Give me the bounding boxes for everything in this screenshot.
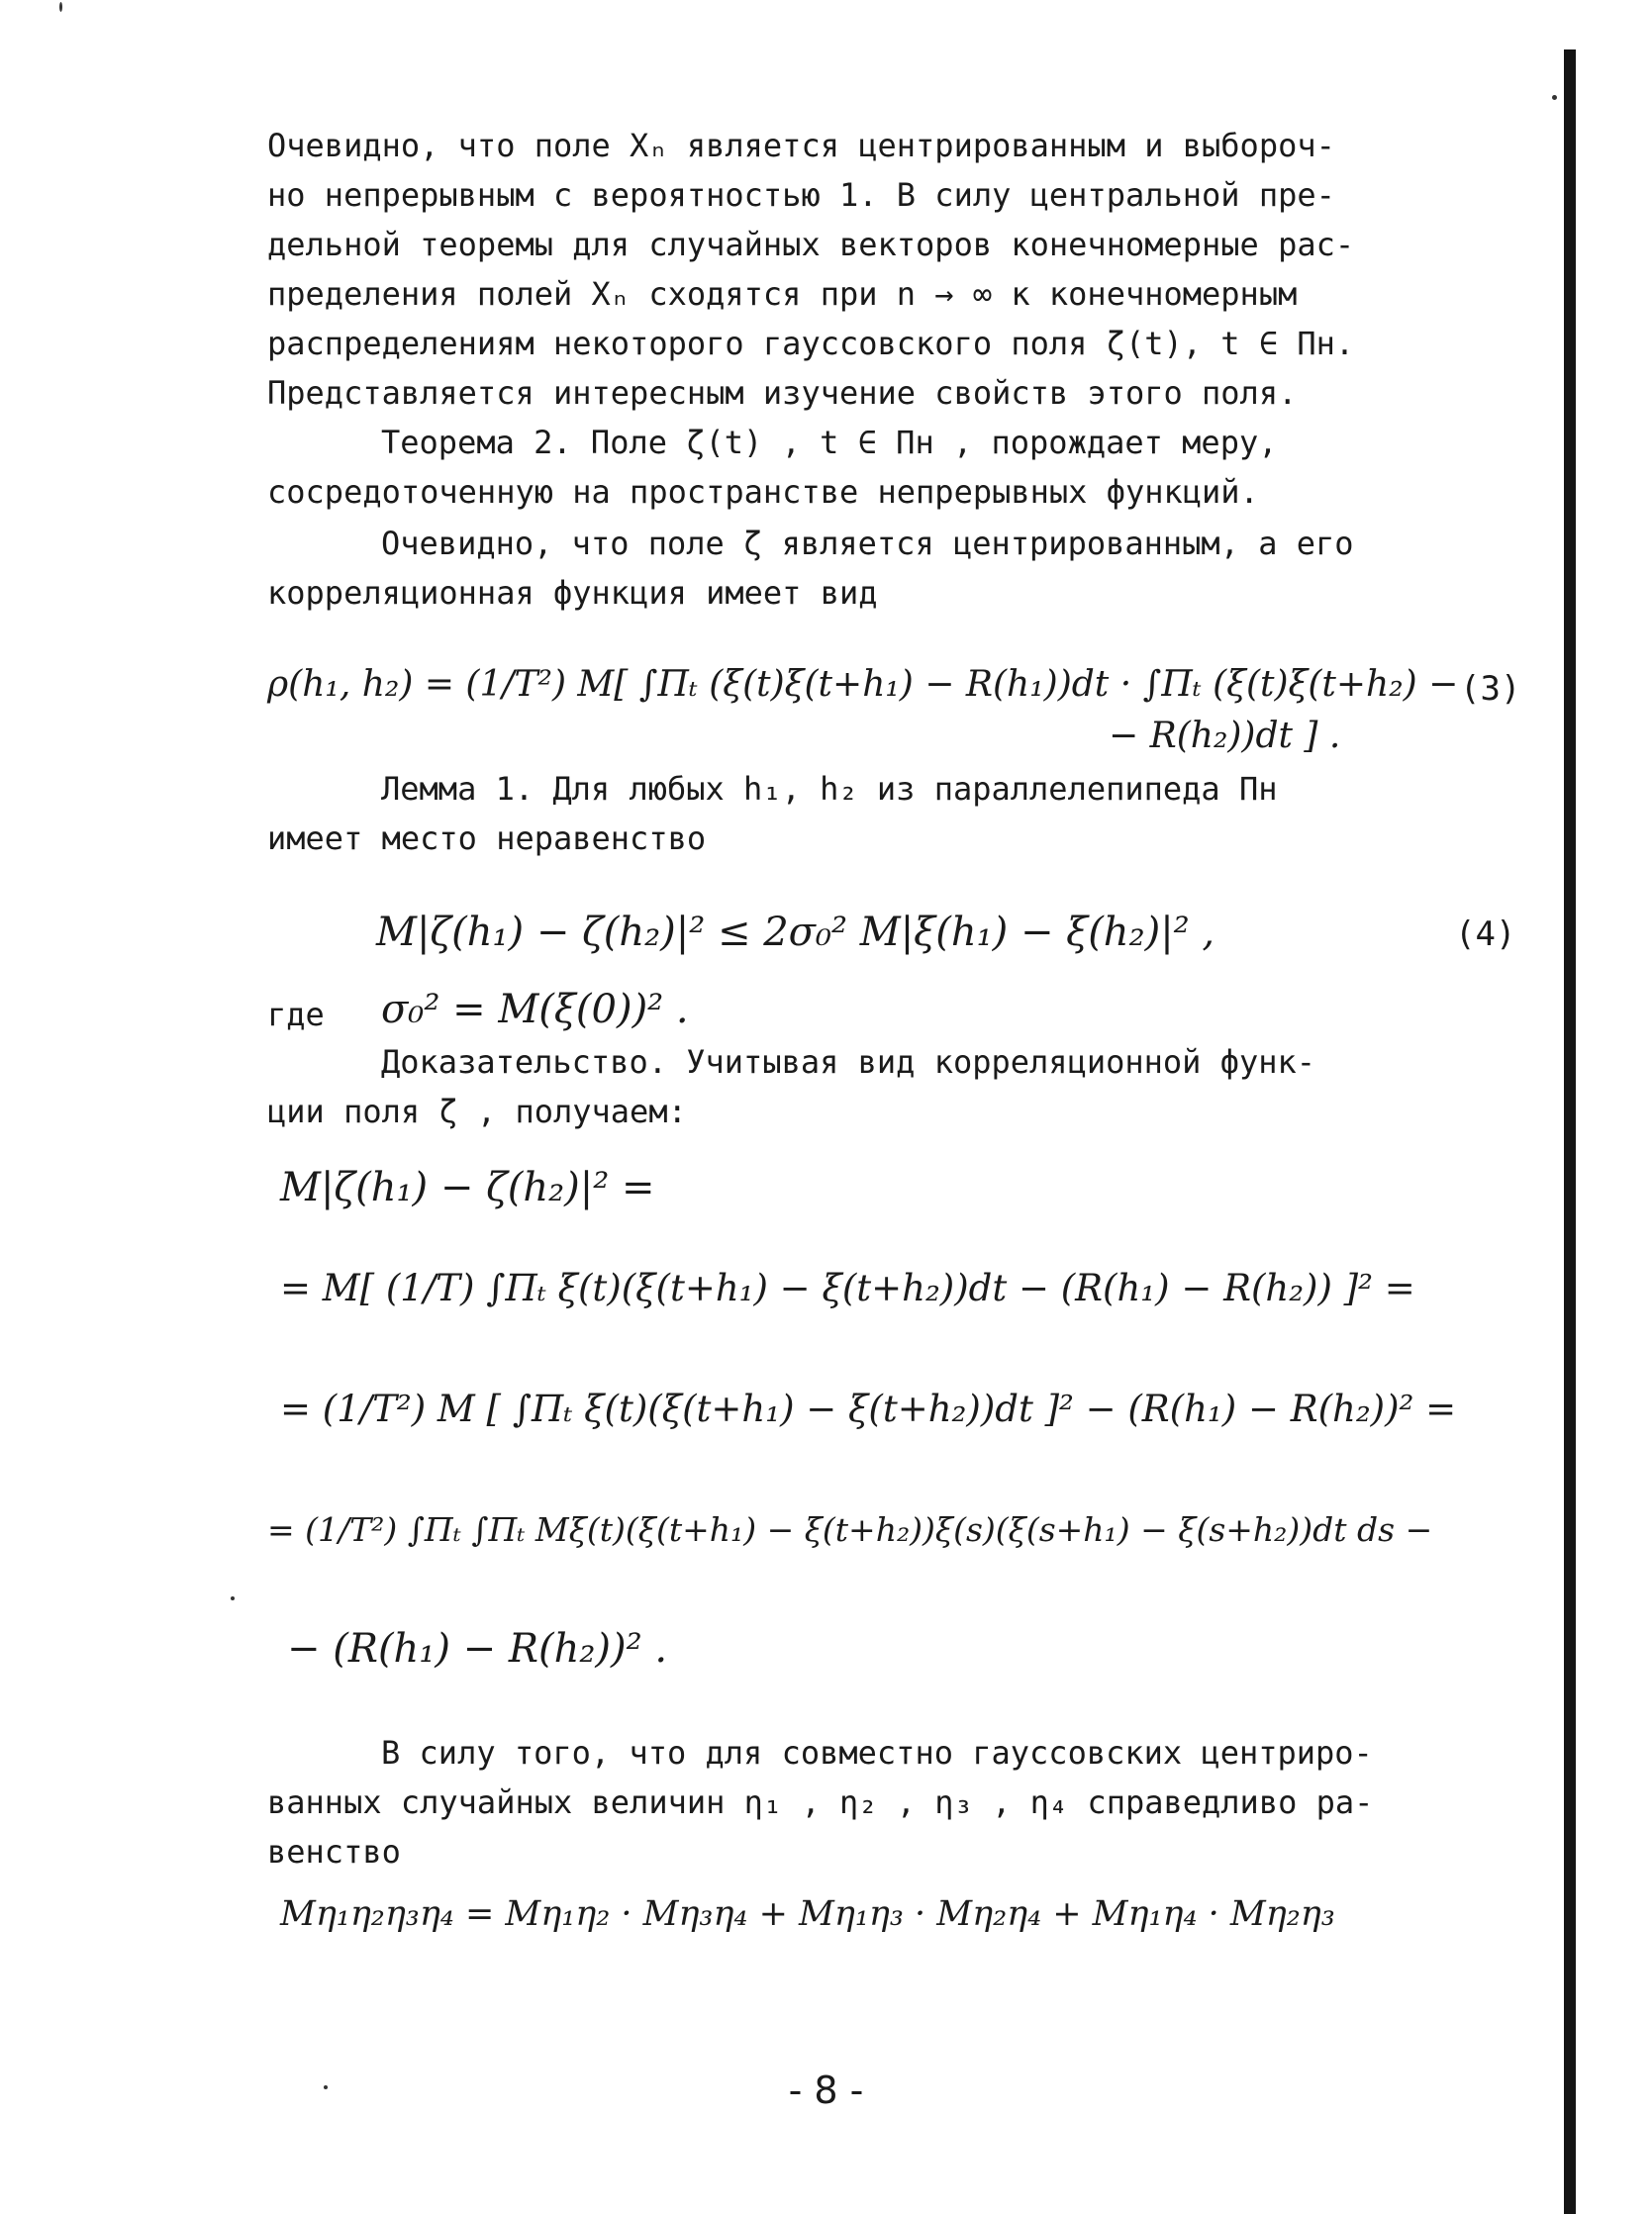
final-equation: Mη₁η₂η₃η₄ = Mη₁η₂ · Mη₃η₄ + Mη₁η₃ · Mη₂η₄ + Mη₁η₄ · Mη₂η₃ [280,1894,1335,1934]
text-line: корреляционная функция имеет вид [267,574,878,612]
text-line: Лемма 1. Для любых h₁, h₂ из параллелепипеда Πн [381,770,1278,808]
equation-4: M|ζ(h₁) − ζ(h₂)|² ≤ 2σ₀² M|ξ(h₁) − ξ(h₂)|² , [376,910,1215,955]
equation-3-line-2: − R(h₂))dt ] . [1109,716,1341,756]
text-line: сосредоточенную на пространстве непрерывных функций. [267,473,1259,511]
text-line: В силу того, что для совместно гауссовских центриро- [381,1734,1373,1772]
theorem-2 [267,418,1544,517]
equation-4-number: (4) [1455,914,1516,954]
text-line: Очевидно, что поле Xₙ является центрированным и выбороч- [267,127,1335,164]
text-line: ванных случайных величин η₁ , η₂ , η₃ , η₄ справедливо ра- [267,1783,1374,1821]
text-line: распределениям некоторого гауссовского поля ζ(t), t ∈ Πн. [267,325,1355,362]
text-line: Очевидно, что поле ζ является центрированным, а его [381,525,1354,562]
derivation-line-5: − (R(h₁) − R(h₂))² . [287,1626,668,1672]
paragraph-3 [267,1728,1544,1877]
paragraph-1 [267,121,1544,418]
scan-speck [59,2,62,12]
derivation-line-2: = M[ (1/T) ∫Πₜ ξ(t)(ξ(t+h₁) − ξ(t+h₂))dt − (R(h₁) − R(h₂)) ]² = [280,1267,1415,1309]
scan-speck [1552,95,1557,100]
derivation-line-4: = (1/T²) ∫Πₜ ∫Πₜ Mξ(t)(ξ(t+h₁) − ξ(t+h₂))ξ(s)(ξ(s+h₁) − ξ(s+h₂))dt ds − [267,1510,1433,1549]
text-line: дельной теоремы для случайных векторов конечномерные рас- [267,226,1355,263]
equation-3-number: (3) [1460,669,1521,709]
where-label: где [267,996,325,1033]
proof [267,1037,1544,1136]
derivation-line-1: M|ζ(h₁) − ζ(h₂)|² = [280,1165,655,1210]
binding-edge [1564,49,1576,2214]
text-line: но непрерывным с вероятностью 1. В силу центральной пре- [267,176,1335,214]
text-line: ции поля ζ , получаем: [267,1093,687,1130]
scan-speck [231,1596,235,1600]
text-line: пределения полей Xₙ сходятся при n → ∞ к конечномерным [267,275,1298,313]
text-line: венство [267,1833,401,1871]
paragraph-2 [267,519,1544,618]
page-number: - 8 - [788,2069,864,2112]
derivation-line-3: = (1/T²) M [ ∫Πₜ ξ(t)(ξ(t+h₁) − ξ(t+h₂))dt ]² − (R(h₁) − R(h₂))² = [280,1388,1457,1430]
where-expression: σ₀² = M(ξ(0))² . [381,987,689,1032]
text-line: Представляется интересным изучение свойств этого поля. [267,374,1298,412]
text-line: имеет место неравенство [267,819,707,857]
text-line: Теорема 2. Поле ζ(t) , t ∈ Πн , порождает меру, [381,424,1278,461]
lemma-1 [267,764,1544,863]
equation-3-line-1: ρ(h₁, h₂) = (1/T²) M[ ∫Πₜ (ξ(t)ξ(t+h₁) − R(h₁))dt · ∫Πₜ (ξ(t)ξ(t+h₂) − [267,664,1459,705]
text-line: Доказательство. Учитывая вид корреляционной функ- [381,1043,1316,1081]
